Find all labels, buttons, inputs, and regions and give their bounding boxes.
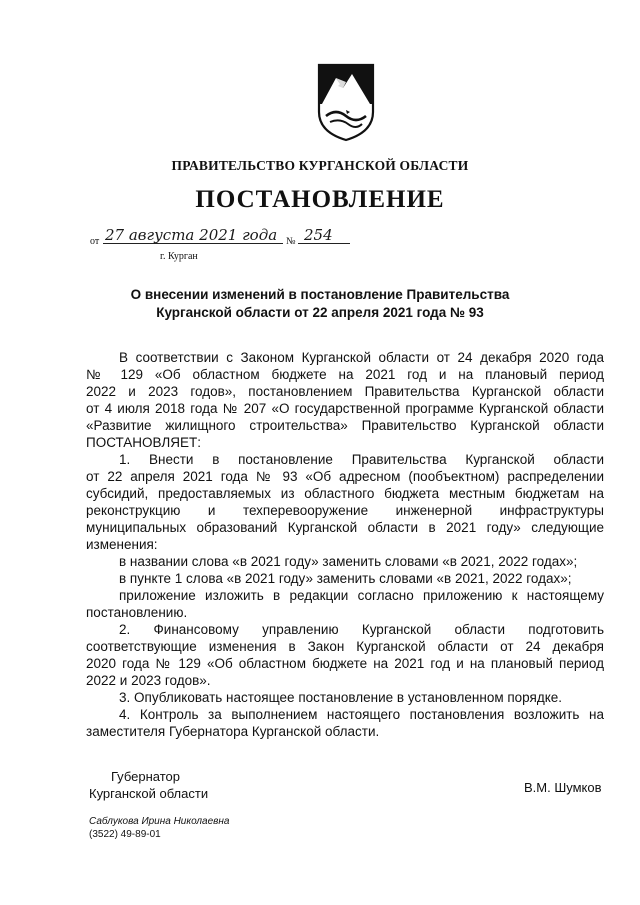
- body-line: от 4 июля 2018 года № 207 «О государственной программе Курганской области: [86, 401, 604, 416]
- number-handwritten: 254: [304, 226, 333, 244]
- body-line: 2020 года № 129 «Об областном бюджете на 2021 год и на плановый период: [86, 656, 604, 671]
- executor-name: Саблукова Ирина Николаевна: [89, 816, 230, 827]
- body-line: от 22 апреля 2021 года № 93 «Об адресном (пообъектном) распределении: [86, 469, 604, 484]
- body-line: 2. Финансовому управлению Курганской области подготовить: [119, 622, 604, 637]
- document-title: [0, 286, 640, 322]
- number-field: [298, 228, 350, 244]
- body-line: в названии слова «в 2021 году» заменить словами «в 2021, 2022 годах»;: [119, 554, 578, 569]
- body-line: 2022 и 2023 годов».: [86, 673, 211, 688]
- body-line: приложение изложить в редакции согласно приложению к настоящему: [119, 588, 604, 603]
- body-line: № 129 «Об областном бюджете на 2021 год и на плановый период: [86, 367, 604, 382]
- body-line: В соответствии с Законом Курганской области от 24 декабря 2020 года: [119, 350, 604, 365]
- body-line: муниципальных образований Курганской области в 2021 году» следующие: [86, 520, 604, 535]
- position-line: Губернатор: [111, 769, 180, 784]
- executor-block: [89, 815, 229, 841]
- date-handwritten: 27 августа 2021 года: [105, 226, 278, 244]
- executor-phone: (3522) 49-89-01: [89, 829, 161, 840]
- signatory-position: [89, 768, 208, 802]
- document-type: ПОСТАНОВЛЕНИЕ: [195, 186, 445, 213]
- body-line: 3. Опубликовать настоящее постановление в установленном порядке.: [119, 690, 563, 705]
- body-line: ПОСТАНОВЛЯЕТ:: [86, 435, 202, 450]
- government-name: ПРАВИТЕЛЬСТВО КУРГАНСКОЙ ОБЛАСТИ: [171, 158, 469, 173]
- position-line: Курганской области: [89, 786, 209, 801]
- body-line: заместителя Губернатора Курганской области.: [86, 724, 380, 739]
- body-line: 2022 и 2023 годов», постановлением Правительства Курганской области: [86, 384, 604, 399]
- body-line: реконструкцию и техперевооружение инженерной инфраструктуры: [86, 503, 604, 518]
- signatory-name: В.М. Шумков: [524, 780, 602, 795]
- coat-of-arms-icon: [316, 62, 376, 142]
- body-line: изменения:: [86, 537, 158, 552]
- body-line: в пункте 1 слова «в 2021 году» заменить словами «в 2021, 2022 годах»;: [119, 571, 572, 586]
- city-label: г. Курган: [160, 251, 198, 262]
- title-line: О внесении изменений в постановление Правительства: [130, 287, 510, 302]
- from-label: от: [90, 236, 100, 247]
- body-line: постановлению.: [86, 605, 188, 620]
- body-line: «Развитие жилищного строительства» Правительство Курганской области: [86, 418, 604, 433]
- date-field: [103, 228, 283, 244]
- number-label: №: [286, 236, 296, 247]
- title-line: Курганской области от 22 апреля 2021 года № 93: [156, 305, 484, 320]
- body-line: соответствующие изменения в Закон Курганской области от 24 декабря: [86, 639, 604, 654]
- body-line: субсидий, предоставляемых из областного бюджета местным бюджетам на: [86, 486, 604, 501]
- body-line: 1. Внести в постановление Правительства Курганской области: [119, 452, 604, 467]
- body-line: 4. Контроль за выполнением настоящего постановления возложить на: [119, 707, 604, 722]
